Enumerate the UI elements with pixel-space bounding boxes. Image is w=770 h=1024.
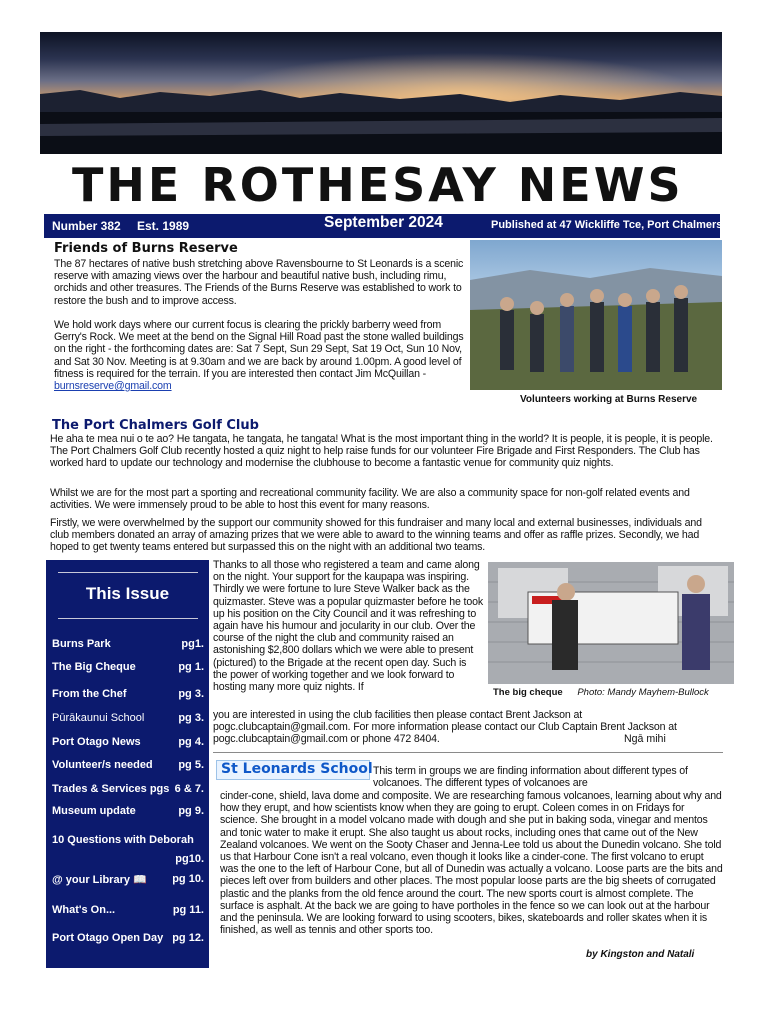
toc-item-volunteers-needed[interactable] <box>52 759 204 771</box>
burns-paragraph-1: The 87 hectares of native bush stretching above Ravensbourne to St Leonards is a scenic reserve with amazing views over the harbour and beautiful native bush, including rimu, orchids and other treasures. The Friends of the Burns Reserve was established to work to restore the bush and to improve access. <box>54 258 464 307</box>
toc-item-page: pg 12. <box>172 932 204 944</box>
toc-item-page: pg10. <box>175 853 204 865</box>
toc-item-from-the-chef[interactable] <box>52 688 204 700</box>
toc-item-label: Volunteer/s needed <box>52 759 153 771</box>
toc-item-page: pg 3. <box>178 712 204 724</box>
volunteers-caption: Volunteers working at Burns Reserve <box>520 394 698 405</box>
toc-item-label: Pūrākaunui School <box>52 712 145 724</box>
burns-dates: Sat 7 Sept, Sun 29 Sept, Sat 19 Oct, Sun 10 Nov, and Sat 30 Nov. Meeting is at 9.30am and we are back by around 1.00pm. A good level of fitness is required for the terrain. If you are interested then contact Jim McQuillan - <box>54 343 462 380</box>
big-cheque-photo <box>488 562 734 684</box>
burns-heading: Friends of Burns Reserve <box>54 241 238 256</box>
school-heading-box <box>216 760 373 780</box>
golf-paragraph-3: Firstly, we were overwhelmed by the support our community showed for this fundraiser and many local and external businesses, individuals and club members donated an array of amazing prizes that we were able to award to the winning teams and offer as raffle prizes. Secondly, we had hoped to get twenty teams entered but surpassed this on the night with an additional two teams. <box>50 517 702 554</box>
issue-info-bar <box>44 214 723 238</box>
toc-item-label: @ your Library 📖 <box>52 874 147 886</box>
toc-rule-bottom <box>58 618 198 619</box>
toc-item-big-cheque[interactable] <box>52 661 204 673</box>
school-byline: by Kingston and Natali <box>586 949 695 960</box>
toc-item-museum-update[interactable] <box>52 805 204 817</box>
toc-item-page: pg1. <box>181 638 204 650</box>
issue-date: September 2024 <box>324 214 443 231</box>
big-cheque-caption <box>493 687 709 698</box>
section-divider <box>213 752 723 753</box>
school-heading: St Leonards School <box>221 761 373 777</box>
golf-paragraph-4: Thanks to all those who registered a team and came along on the night. Your support for the kaupapa was inspiring. Thirdly we were fortune to lure Steve Walker back as the quizmaster. Steve was a popular quizmaster before he took up his position on the City Council and it was refreshing to again have his humour and jocularity in our club. Over the course of the night the club and community raised an astonishing $2,800 dollars which we were able to present (pictured) to the Brigade at the recent open day. Such is the power of working together and we look forward to hosting many more quiz nights. If <box>213 559 483 694</box>
toc-item-page: 6 & 7. <box>174 783 204 795</box>
toc-item-10-questions[interactable] <box>52 834 204 846</box>
banner-photo <box>40 32 722 154</box>
toc-item-page: pg 11. <box>172 904 204 916</box>
toc-item-label: Trades & Services pgs <box>52 783 170 795</box>
toc-item-trades-services[interactable] <box>52 783 204 795</box>
toc-item-label: Burns Park <box>52 638 111 650</box>
established-year: Est. 1989 <box>137 219 190 233</box>
table-of-contents <box>46 560 209 968</box>
toc-item-purakaunui-school[interactable] <box>52 712 204 724</box>
toc-item-burns-park[interactable] <box>52 638 204 650</box>
toc-item-page: pg 5. <box>178 759 204 771</box>
volunteers-photo <box>470 240 722 390</box>
toc-item-label: What's On... <box>52 904 116 916</box>
school-paragraph-intro: This term in groups we are finding information about different types of volcanoes. The different types of volcanoes are <box>373 765 688 790</box>
golf-heading: The Port Chalmers Golf Club <box>52 418 259 433</box>
toc-item-page: pg 1. <box>178 661 204 673</box>
toc-item-page: pg 10. <box>172 873 204 885</box>
golf-paragraph-1: He aha te mea nui o te ao? He tangata, he tangata, he tangata! What is the most important thing in the world? It is people, it is people, it is people. The Port Chalmers Golf Club recently hosted a quiz night to help raise funds for our volunteer Fire Brigade and First Responders. The Club has worked hard to update our technology and modernise the clubhouse to become a fantastic venue for community quiz nights. <box>50 433 713 470</box>
big-cheque-caption-credit: Photo: Mandy Mayhem-Bullock <box>577 687 709 698</box>
toc-item-whats-on[interactable] <box>52 904 204 916</box>
toc-item-open-day[interactable] <box>52 932 204 944</box>
toc-item-label: 10 Questions with Deborah <box>52 834 194 846</box>
issue-number: Number 382 <box>52 219 121 233</box>
toc-item-label: Port Otago Open Day <box>52 932 164 944</box>
toc-item-label: Museum update <box>52 805 136 817</box>
toc-item-label: The Big Cheque <box>52 661 136 673</box>
burns-email-link[interactable]: burnsreserve@gmail.com <box>54 380 172 393</box>
toc-title: This Issue <box>85 584 170 603</box>
masthead-title: THE ROTHESAY NEWS <box>72 158 684 212</box>
school-paragraph: cinder-cone, shield, lava dome and composite. We are researching famous volcanoes, learning about why and how they erupt, and how scientists know when they are going to erupt. Coleen comes in on Fridays for science. She brought in a model volcano made with dough and she put in baking soda, vinegar and mentos and tonic water to make it erupt. She also taught us about rocks, including ones that came out of the New Zealand volcanoes. We went on the Sooty Chaser and Jenna-Lee told us about the Dunedin volcano. She told us that Harbour Cone isn't a real volcano, even though it looks like a cinder-cone. The first volcano to erupt was the one to the left of Harbour Cone, but all of Dunedin was actually a volcano. Loose parts are the bits and pieces left over from builders and other places. The most popular loose parts are the big sheets of corrugated plastic and the planks from the old fence around the court. The new sports court is almost complete. The surface is asphalt. At the back we are going to have portholes in the fence so we can look out at the harbour and the peninsula. We are looking forward to using scooters, bikes, skateboards and roller skates when it is finished, as well as tennis and other sports too. <box>220 790 723 937</box>
toc-item-label: From the Chef <box>52 688 127 700</box>
burns-paragraph-2 <box>54 319 466 392</box>
toc-item-page: pg 3. <box>178 688 204 700</box>
golf-paragraph-2: Whilst we are for the most part a sporting and recreational community facility. We are also a community space for non-golf related events and activities. We were immensely proud to be able to host this event for many reasons. <box>50 487 690 512</box>
toc-item-port-otago-news[interactable] <box>52 736 204 748</box>
toc-item-page: pg 9. <box>178 805 204 817</box>
golf-signoff: Ngā mihi <box>624 733 666 745</box>
toc-rule-top <box>58 572 198 573</box>
golf-paragraph-5: you are interested in using the club facilities then please contact Brent Jackson at pogc.clubcaptain@gmail.com. For more information please contact our Club Captain Brent Jackson at pogc.clubcaptain@gmail.com or phone 472 8404. <box>213 709 677 746</box>
toc-item-page: pg 4. <box>178 736 204 748</box>
publisher-address: Published at 47 Wickliffe Tce, Port Chalmers <box>491 219 723 231</box>
burns-paragraph-2-text: We hold work days where our current focus is clearing the prickly barberry weed from Gerry's Rock. We meet at the bend on the Signal Hill Road past the stone walled buildings on the right - the forthcoming dates are: <box>54 319 464 356</box>
big-cheque-caption-title: The big cheque <box>493 687 563 698</box>
toc-item-your-library[interactable] <box>52 873 204 886</box>
toc-item-label: Port Otago News <box>52 736 141 748</box>
